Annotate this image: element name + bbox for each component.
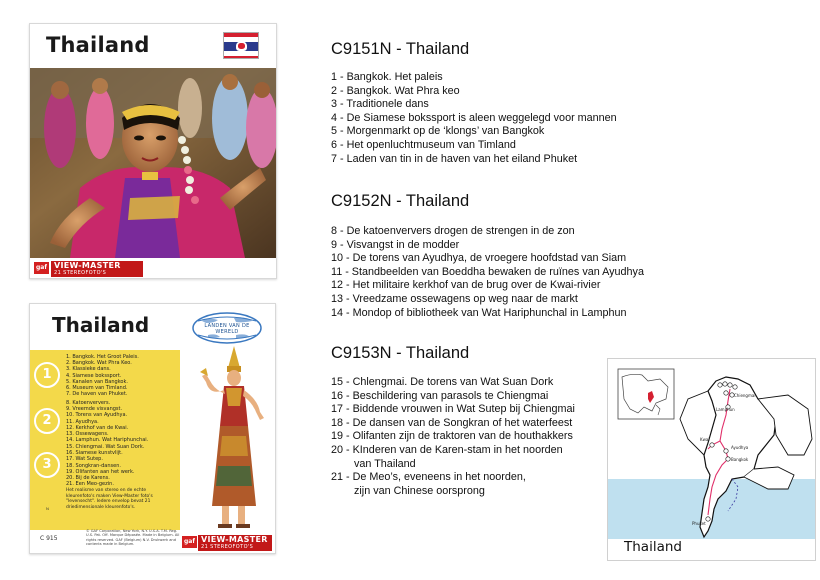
list-item: 7 - Laden van tin in de haven van het eiland Phuket [331,152,578,165]
brand-subtitle: 21 STEREOFOTO'S [201,544,254,550]
reel-entry: 19. Olifanten aan het werk. [66,468,135,475]
list-item: 20 - KInderen van de Karen-stam in het noorden [331,443,563,456]
reel-entry: 16. Siamese kunstvlijt. [66,450,123,457]
reel-entry: 8. Katoenververs. [66,400,111,406]
gaf-logo: gaf [34,262,49,274]
reel-entry: 12. Kerkhof van de Kwai. [66,424,129,431]
reel-list-panel [30,350,180,530]
section-list-c9151n [331,71,691,166]
packet-code: C 915 [40,535,58,542]
list-item: 16 - Beschildering van parasols te Chiengmai [331,389,549,402]
map-label-lamphun: Lamphun [716,407,735,412]
list-item: 11 - Standbeelden van Boeddha bewaken de ruïnes van Ayudhya [331,265,644,278]
section-title-c9152n: C9152N - Thailand [331,192,470,210]
list-item: 17 - Biddende vrouwen in Wat Sutep bij Chiengmai [331,403,575,416]
reel-3-list [66,444,144,487]
globe-badge [190,311,264,345]
reel-number-1: 1 [34,362,60,388]
brand-subtitle: 21 STEREOFOTO'S [54,270,107,276]
list-item-continuation: van Thailand [354,457,416,470]
page-marker: N [46,506,49,511]
list-item: 5 - Morgenmarkt op de ‘klongs’ van Bangkok [331,125,545,138]
list-item: 12 - Het militaire kerkhof van de brug over de Kwai-rivier [331,279,601,292]
list-item: 9 - Visvangst in de modder [331,238,460,251]
section-title-c9151n: C9151N - Thailand [331,40,470,58]
reel-entry: 13. Ossewagens. [66,431,109,438]
section-title-c9153n: C9153N - Thailand [331,344,470,362]
packet-cover-c9151 [29,23,277,279]
copyright-text: © GAF Corporation, New York, N.Y. U.S.A. T.M. Reg. U.S. Pat. Off. Marque Déposée. Made in Belgium. All rights reserved. GAF (Belgium) N.V. Drukwerk and contents made in Belgium. [86,529,180,547]
reel-1-list [66,354,139,397]
brand-name: VIEW-MASTER [201,535,268,544]
reel-entry: 21. Een Meo-gezin. [66,481,114,488]
map-title: Thailand [624,539,682,555]
view-master-logo [51,261,143,277]
list-item: 1 - Bangkok. Het paleis [331,71,443,83]
list-item: 19 - Olifanten zijn de traktoren van de houthakkers [331,430,573,443]
reel-entry: 4. Siamese bokssport. [66,372,122,379]
list-item: 18 - De dansen van de Songkran of het waterfeest [331,416,573,429]
brand-name: VIEW-MASTER [54,261,121,270]
packet-footer [30,258,277,279]
packet-footer [180,532,276,554]
reel-entry: 5. Kanalen van Bangkok. [66,378,128,385]
map-label-bangkok: Bangkok [731,457,749,462]
list-item: 3 - Traditionele dans [331,98,429,111]
map-label-ayudhya: Ayudhya [731,445,749,450]
reel-entry: 20. Bij de Karens. [66,475,110,482]
list-item: 8 - De katoenververs drogen de strengen in de zon [331,225,575,237]
reel-entry: 3. Klassieke dans. [66,366,111,373]
section-list-c9152n [331,225,691,320]
thai-flag-icon [223,32,259,59]
reel-entry: 18. Songkran-dansen. [66,462,121,469]
list-item: 6 - Het openluchtmuseum van Timland [331,138,516,151]
reel-entry: 17. Wat Sutep. [66,456,103,463]
map-label-phuket: Phuket [692,521,706,526]
reel-entry: 14. Lamphun. Wat Hariphunchai. [66,437,149,444]
packet-title: Thailand [46,33,150,57]
list-item: 15 - Chlengmai. De torens van Wat Suan Dork [331,376,554,388]
inset-map [618,369,674,419]
list-item-continuation: zijn van Chinese oorsprong [354,484,485,497]
thai-dancer-photo [30,68,277,258]
dancer-illustration [198,346,270,528]
reel-number-2: 2 [34,408,60,434]
reel-number-3: 3 [34,452,60,478]
list-item: 13 - Vreedzame ossewagens op weg naar de markt [331,292,578,305]
thailand-map [607,358,816,561]
list-item: 14 - Mondop of bibliotheek van Wat Hariphunchal in Lamphun [331,306,627,319]
reel-entry: 2. Bangkok. Wat Phra Keo. [66,360,132,367]
reel-entry: 1. Bangkok. Het Groot Paleis. [66,354,139,360]
list-item: 21 - De Meo’s, eveneens in het noorden, [331,471,526,484]
view-master-logo [198,535,272,551]
reel-2-list [66,400,148,443]
list-item: 10 - De torens van Ayudhya, de vroegere hoofdstad van Siam [331,252,627,265]
list-item: 2 - Bangkok. Wat Phra keo [331,84,460,97]
reel-entry: 9. Vreemde visvangst. [66,406,123,413]
map-label-chiengmai: Chiengmai [734,393,756,398]
reel-entry: 10. Torens van Ayudhya. [66,412,128,419]
packet-note: Het realisme van stereo en de echte kleurenfoto's maken View-Master foto's "levensecht". Iedere envelop bevat 21 driedimensionale kleurenfoto's. [66,488,153,510]
packet-back-c915 [29,303,276,554]
reel-entry: 11. Ayudhya. [66,418,99,425]
list-item: 4 - De Siamese bokssport is aleen weggelegd voor mannen [331,111,617,124]
badge-label: LANDEN VAN DE WERELD [204,323,250,335]
reel-entry: 7. De haven van Phuket. [66,391,128,398]
reel-entry: 15. Chiengmai. Wat Suan Dork. [66,444,145,450]
gaf-logo: gaf [182,536,197,548]
reel-entry: 6. Museum van Timland. [66,385,128,392]
packet-title: Thailand [52,313,150,337]
map-label-kwai: Kwai [700,437,710,442]
